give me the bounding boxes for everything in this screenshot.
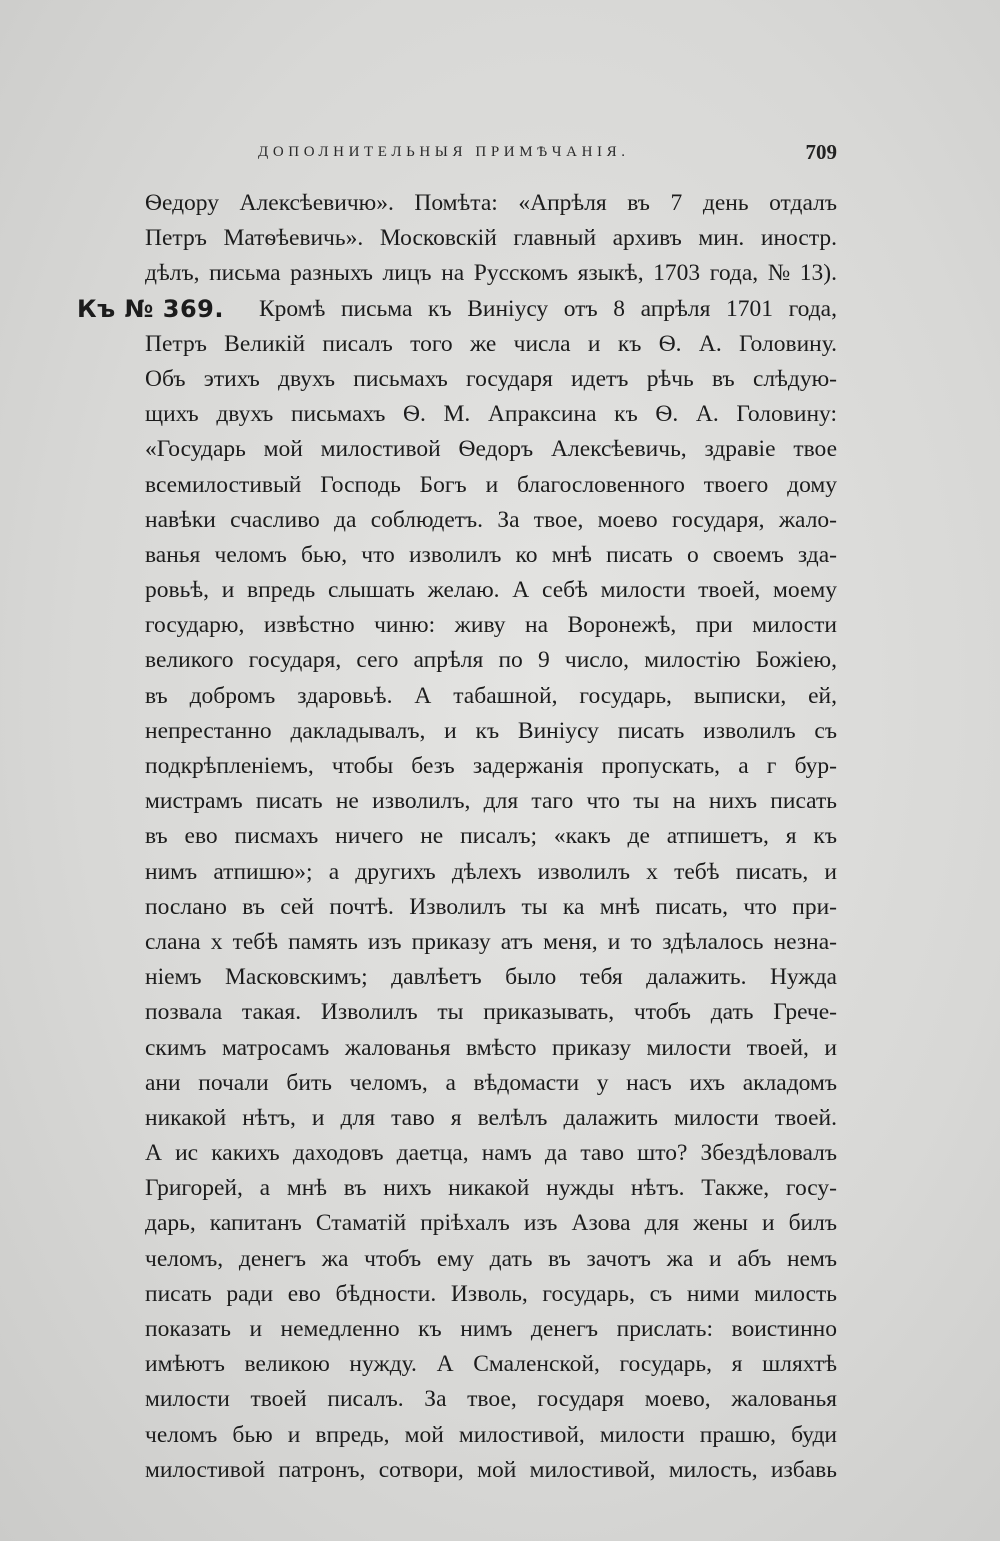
reference-label: Къ № 369.	[77, 294, 224, 323]
text-line: ніемъ Масковскимъ; давлѣетъ было тебя далажить. Нужда	[145, 964, 837, 991]
text-line: позвала такая. Изволилъ ты приказывать, чтобъ дать Грече-	[145, 999, 837, 1026]
text-line: имѣютъ великою нужду. А Смаленской, государь, я шляхтѣ	[145, 1351, 837, 1378]
text-line: никакой нѣтъ, и для таво я велѣлъ далажить милости твоей.	[145, 1104, 837, 1131]
text-line: государю, извѣстно чиню: живу на Воронежѣ, при милости	[145, 612, 837, 639]
running-title: ДОПОЛНИТЕЛЬНЫЯ ПРИМѢЧАНІЯ.	[258, 144, 630, 160]
text-line: ани почали бить челомъ, а вѣдомасти у насъ ихъ акладомъ	[145, 1069, 837, 1096]
page-number: 709	[805, 140, 837, 164]
text-line: ровьѣ, и впредь слышать желаю. А себѣ милости твоей, моему	[145, 577, 837, 604]
text-line: скимъ матросамъ жалованья вмѣсто приказу милости твоей, и	[145, 1034, 837, 1061]
text-line: навѣки счасливо да соблюдетъ. За твое, моево государя, жало-	[145, 506, 837, 533]
text-line: дѣлъ, письма разныхъ лицъ на Русскомъ языкѣ, 1703 года, № 13).	[145, 260, 837, 287]
text-line: челомъ бью и впредь, мой милостивой, милости прашю, буди	[145, 1421, 837, 1448]
text-line: нимъ атпишю»; а другихъ дѣлехъ изволилъ х тебѣ писать, и	[145, 858, 837, 885]
text-line: дарь, капитанъ Стаматій пріѣхалъ изъ Азова для жены и билъ	[145, 1210, 837, 1237]
body-text	[77, 186, 837, 1488]
text-line: челомъ, денегъ жа чтобъ ему дать въ зачотъ жа и абъ немъ	[145, 1245, 837, 1272]
text-line: Объ этихъ двухъ письмахъ государя идетъ рѣчь въ слѣдую-	[145, 365, 837, 392]
text-line: Петръ Великій писалъ того же числа и къ Ѳ. А. Головину.	[145, 330, 837, 357]
text-line: показать и немедленно къ нимъ денегъ прислать: воистинно	[145, 1316, 837, 1342]
text-line: ванья челомъ бью, что изволилъ ко мнѣ писать о своемъ здa-	[145, 541, 837, 568]
text-line: Ѳедору Алексѣевичю». Помѣта: «Апрѣля въ 7 день отдалъ	[145, 190, 837, 216]
text-line: въ добромъ здаровьѣ. А табашной, государь, выписки, ей,	[145, 682, 837, 709]
text-line: мистрамъ писать не изволилъ, для таго что ты на нихъ писать	[145, 788, 837, 815]
text-line: великого государя, сего апрѣля по 9 число, милостію Божіею,	[145, 647, 837, 674]
text-line: непрестанно дакладывалъ, и къ Виніусу писать изволилъ съ	[145, 717, 837, 744]
text-line: «Государь мой милостивой Ѳедоръ Алексѣевичь, здравіе твое	[145, 436, 837, 463]
text-line: А ис какихъ даходовъ даетца, намъ да таво што? Збездѣловалъ	[145, 1140, 837, 1167]
text-line: слана х тебѣ память изъ приказу атъ меня, и то здѣлалось незна-	[145, 928, 837, 955]
text-line: Григорей, а мнѣ въ нихъ никакой нужды нѣтъ. Также, госу-	[145, 1175, 837, 1202]
text-line: щихъ двухъ письмахъ Ѳ. М. Апраксина къ Ѳ. А. Головину:	[145, 401, 837, 428]
text-line: Кромѣ письма къ Виніусу отъ 8 апрѣля 1701 года,	[259, 295, 837, 322]
text-line: въ ево писмахъ ничего не писалъ; «какъ де атпишетъ, я къ	[145, 823, 837, 850]
text-line: послано въ сей почтѣ. Изволилъ ты ка мнѣ писать, что при-	[145, 893, 837, 920]
text-line-with-reference	[77, 292, 837, 327]
running-head	[145, 140, 837, 170]
text-line: милости твоей писалъ. За твое, государя моево, жалованья	[145, 1386, 837, 1413]
text-line: всемилостивый Господь Богъ и благословенного твоего дому	[145, 471, 837, 498]
text-line: подкрѣпленіемъ, чтобы безъ задержанія пропускать, а г бур-	[145, 753, 837, 779]
text-line: милостивой патронъ, сотвори, мой милостивой, милость, избавь	[145, 1456, 837, 1483]
text-line: Петръ Матѳѣевичь». Московскій главный архивъ мин. иностр.	[145, 225, 837, 252]
text-line: писать ради ево бѣдности. Изволь, государь, съ ними милость	[145, 1280, 837, 1307]
